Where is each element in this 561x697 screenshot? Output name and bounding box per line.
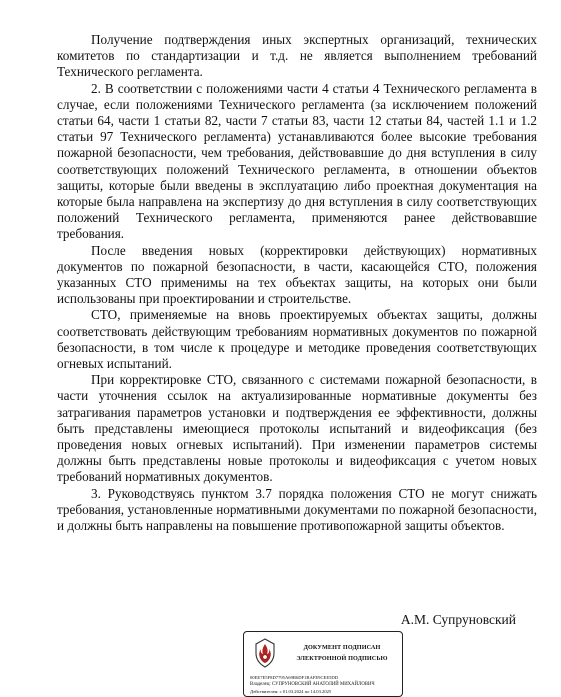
paragraph-item-2: 2. В соответствии с положениями части 4 статьи 4 Технического регламента в случае, если положениями Технического регламента (за исключением положений статьи 64, части 1 статьи 82, части 7 статьи 83, части 12 статьи 84, частей 1.1 и 1.2 статьи 97 Технического регламента) устанавливаются более высокие требования пожарной безопасности, чем требования, действовавшие до дня вступления в силу соответствующих положений Технического регламента, в отношении объектов защиты, которые были введены в эксплуатацию либо проектная документация на которые была направлена на экспертизу до дня вступления в силу соответствующих положений Технического регламента, применяются ранее действовавшие требования. — [57, 80, 537, 242]
paragraph-new-objects: СТО, применяемые на вновь проектируемых объектах защиты, должны соответствовать действующим требованиям нормативных документов по пожарной безопасности, в том числе к процедуре и методике проведения соответствующих огневых испытаний. — [57, 307, 537, 372]
paragraph-correction: При корректировке СТО, связанного с системами пожарной безопасности, в части уточнения ссылок на актуализированные нормативные документы без затрагивания параметров установки и подтверждения ее эффективности, должны быть представлены имеющиеся протоколы испытаний и видеофиксация (без проведения новых огневых испытаний). При изменении параметров системы должны быть представлены новые протоколы и видеофиксация с учетом новых требований нормативных документов. — [57, 372, 537, 485]
stamp-title-line-2: ЭЛЕКТРОННОЙ ПОДПИСЬЮ — [296, 655, 388, 662]
paragraph-item-3: 3. Руководствуясь пунктом 3.7 порядка положения СТО не могут снижать требования, установленные нормативными документами по пожарной безопасности, и должны быть направлены на повышение противопожарной защиты объектов. — [57, 485, 537, 534]
stamp-validity: Действителен: с 01.03.2024 по 14.03.2025 — [250, 689, 332, 694]
stamp-title-line-1: ДОКУМЕНТ ПОДПИСАН — [303, 644, 381, 651]
paragraph-confirmation: Получение подтверждения иных экспертных организаций, технических комитетов по стандартизации и т.д. не является выполнением требований Технического регламента. — [57, 32, 537, 80]
electronic-signature-stamp — [243, 631, 403, 697]
emchs-emblem-icon — [252, 638, 278, 668]
stamp-owner: Владелец: СУПРУНОВСКИЙ АНАТОЛИЙ МИХАЙЛОВИЧ — [250, 682, 375, 687]
document-body — [57, 32, 537, 534]
signer-name: А.М. Супруновский — [400, 612, 516, 627]
stamp-title — [284, 642, 400, 664]
stamp-certificate: 00EE7E5F8D7795A69B6DF1BAFE9CEE5DD — [250, 675, 339, 680]
paragraph-new-documents: После введения новых (корректировки действующих) нормативных документов по пожарной безопасности, в части, касающейся СТО, положения указанных СТО применимы на тех объектах защиты, на которых они были использованы при проектировании и строительстве. — [57, 242, 537, 307]
